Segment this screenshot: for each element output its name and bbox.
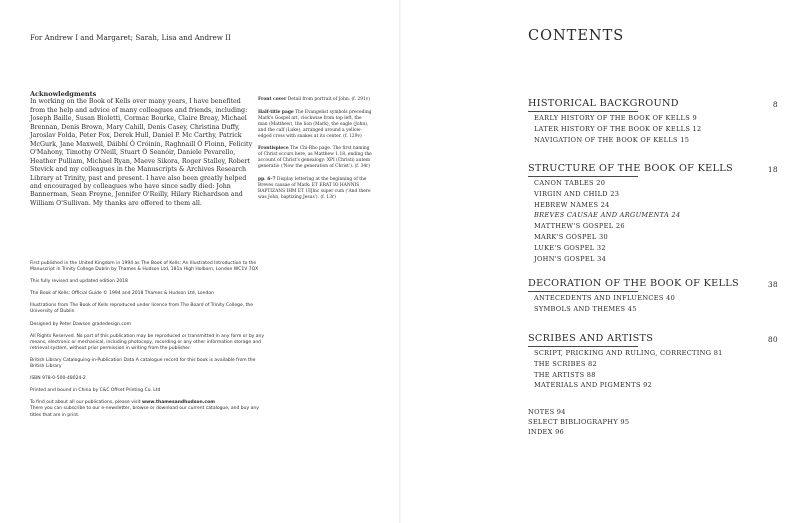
toc-section-title: STRUCTURE OF THE BOOK OF KELLS xyxy=(528,163,733,174)
dedication: For Andrew I and Margaret; Sarah, Lisa and Andrew II xyxy=(30,33,231,42)
toc-section xyxy=(528,163,778,264)
image-credits xyxy=(258,97,372,208)
toc-entry[interactable]: THE SCRIBES 82 xyxy=(534,359,598,368)
back-matter-entry[interactable]: INDEX 96 xyxy=(528,427,565,436)
toc-rule xyxy=(528,176,638,177)
credit-note xyxy=(258,146,372,170)
toc-entry[interactable]: VIRGIN AND CHILD 23 xyxy=(534,189,620,198)
toc-entry[interactable]: LATER HISTORY OF THE BOOK OF KELLS 12 xyxy=(534,124,702,133)
toc-rule xyxy=(528,111,638,112)
toc-entry[interactable]: THE ARTISTS 88 xyxy=(534,370,596,379)
pubinfo-paragraph: Designed by Peter Dawson gradedesign.com xyxy=(30,321,132,327)
pubinfo-paragraph: The Book of Kells: Official Guide © 1994 and 2018 Thames & Hudson Ltd, London xyxy=(30,291,214,297)
toc-entry[interactable]: SCRIPT, PRICKING AND RULING, CORRECTING 81 xyxy=(534,349,723,357)
find-out-post: There you can subscribe to our e-newsletter, browse or download our current catalogue, and buy any titles that are in print. xyxy=(30,406,259,418)
credit-note xyxy=(258,110,372,140)
toc-section-heading[interactable] xyxy=(528,333,778,344)
acknowledgments-title: Acknowledgments xyxy=(30,90,97,98)
toc-entry[interactable]: NAVIGATION OF THE BOOK OF KELLS 15 xyxy=(534,135,690,144)
back-matter xyxy=(528,408,629,437)
toc-section xyxy=(528,333,778,391)
toc-entry[interactable]: BREVES CAUSAE AND ARGUMENTA 24 xyxy=(534,211,681,220)
back-matter-entry[interactable]: NOTES 94 xyxy=(528,408,566,416)
toc-section xyxy=(528,98,778,145)
toc-entry[interactable]: SYMBOLS AND THEMES 45 xyxy=(534,304,637,313)
toc-section-title: DECORATION OF THE BOOK OF KELLS xyxy=(528,278,739,289)
find-out-pre: To find out about all our publications, please visit xyxy=(30,400,141,406)
find-out-more xyxy=(30,400,265,418)
credit-label: Frontispiece xyxy=(258,146,289,152)
toc-section-page: 80 xyxy=(767,335,778,344)
credit-text: Display lettering at the beginning of the Breves causae of Mark: ET ERAT IO HANNIS BAPTIZANS IHM ET UI[lnc super cum ('And there was John, baptizing Jesus'). (f. 13r) xyxy=(258,177,371,200)
toc-section-title: SCRIBES AND ARTISTS xyxy=(528,333,654,344)
pubinfo-paragraph: First published in the United Kingdom in 1994 as The Book of Kells: An Illustrated Introduction to the Manuscript in Trinity College Dublin by Thames & Hudson Ltd, 181a High Holborn, London WC1V 7QX xyxy=(30,261,259,273)
toc-entry[interactable]: CANON TABLES 20 xyxy=(534,179,606,187)
website-link[interactable]: www.thamesandhudson.com xyxy=(141,400,215,406)
credit-text: The Chi-Rho page. The first naming of Christ occurs here, as Matthew 1.18, ending the account of Christ's genealogy: XPI (Christi) autem generatio ('Now the generation of Christ'). (f. 34r) xyxy=(258,146,372,170)
toc-entry[interactable]: MARK'S GOSPEL 30 xyxy=(534,232,608,241)
toc-section-heading[interactable] xyxy=(528,163,778,174)
toc-rule xyxy=(528,291,638,292)
contents-title: CONTENTS xyxy=(528,28,625,44)
pubinfo-paragraph: ISBN 978-0-500-48024-2 xyxy=(30,376,86,382)
toc-entry[interactable]: EARLY HISTORY OF THE BOOK OF KELLS 9 xyxy=(534,114,697,122)
back-matter-entry[interactable]: SELECT BIBLIOGRAPHY 95 xyxy=(528,417,630,426)
credit-note xyxy=(258,97,372,103)
toc-entry[interactable]: ANTECEDENTS AND INFLUENCES 40 xyxy=(534,294,676,302)
credit-note xyxy=(258,177,372,201)
credit-text: The Evangelist symbols preceding Mark's Gospel art, clockwise from top left, the man (Matthew), the lion (Mark), the eagle (John), and the calf (Luke), arranged around a yellow-edged cross with snakes at its center. (f. 129v) xyxy=(258,109,372,139)
pubinfo-paragraph: All Rights Reserved. No part of this publication may be reproduced or transmitted in any form or by any means, electronic or mechanical, including photocopy, recording or any other information storage and retrieval system, without prior permission in writing from the publisher. xyxy=(30,333,265,351)
toc-entry[interactable]: JOHN'S GOSPEL 34 xyxy=(534,254,607,263)
acknowledgments xyxy=(30,90,255,208)
toc-entry[interactable]: MATTHEW'S GOSPEL 26 xyxy=(534,222,625,231)
toc-section-page: 8 xyxy=(772,100,778,109)
pubinfo-paragraph: This fully revised and updated edition 2018 xyxy=(30,279,128,285)
toc-entry[interactable]: MATERIALS AND PIGMENTS 92 xyxy=(534,381,653,390)
toc-section-page: 18 xyxy=(767,165,778,174)
credit-label: Front cover xyxy=(258,97,287,102)
toc-entry[interactable]: HEBREW NAMES 24 xyxy=(534,200,610,209)
credit-label: Half-title page xyxy=(258,109,294,115)
acknowledgments-text: In working on the Book of Kells over many years, I have benefited from the help and advice of many colleagues and friends, including: Joseph Baille, Susan Bioletti, Cormac Bourke, Claire Breay, Michael Brennan, Denis Brown, Mary Cahill, Denis Casey, Christina Duffy, Jaroslav Folda, Peter Fox, Derek Hull, Daniel P. Mc Carthy, Patrick McGurk, Jane Maxwell, Dáibhí Ó Cróinín, Raghnaill Ó Floinn, Felicity O'Mahony, Timothy O'Neill, Stuart Ó Seanóir, Daniele Pevarello, Heather Pulliam, Michael Ryan, Maeve Sikora, Roger Stalley, Robert Stevick and my colleagues in the Manuscripts & Archives Research Library at Trinity, past and present. I have also been greatly helped and encouraged by colleagues who have since sadly died: John Bannerman, Sean Freyne, Jennifer O'Reilly, Hilary Richardson and William O'Sullivan. My thanks are offered to them all. xyxy=(30,98,253,207)
toc-section-title: HISTORICAL BACKGROUND xyxy=(528,98,679,109)
toc-section-page: 38 xyxy=(767,280,778,289)
pubinfo-paragraph: British Library Cataloguing-in-Publication Data A catalogue record for this book is available from the British Library xyxy=(30,357,256,370)
credit-label: pp. 6–7 xyxy=(258,177,276,183)
pubinfo-paragraph: Illustrations from The Book of Kells reproduced under licence from The Board of Trinity College, the University of Dublin xyxy=(30,303,253,315)
toc-section-heading[interactable] xyxy=(528,98,778,109)
toc-rule xyxy=(528,346,638,347)
publication-info xyxy=(30,261,265,425)
toc-entry[interactable]: LUKE'S GOSPEL 32 xyxy=(534,243,606,252)
toc-section xyxy=(528,278,778,315)
toc-section-heading[interactable] xyxy=(528,278,778,289)
credit-text: Detail from portrait of John. (f. 291v) xyxy=(287,97,370,102)
contents-page xyxy=(400,0,800,523)
pubinfo-paragraph: Printed and bound in China by C&C Offset Printing Co. Ltd xyxy=(30,388,161,394)
